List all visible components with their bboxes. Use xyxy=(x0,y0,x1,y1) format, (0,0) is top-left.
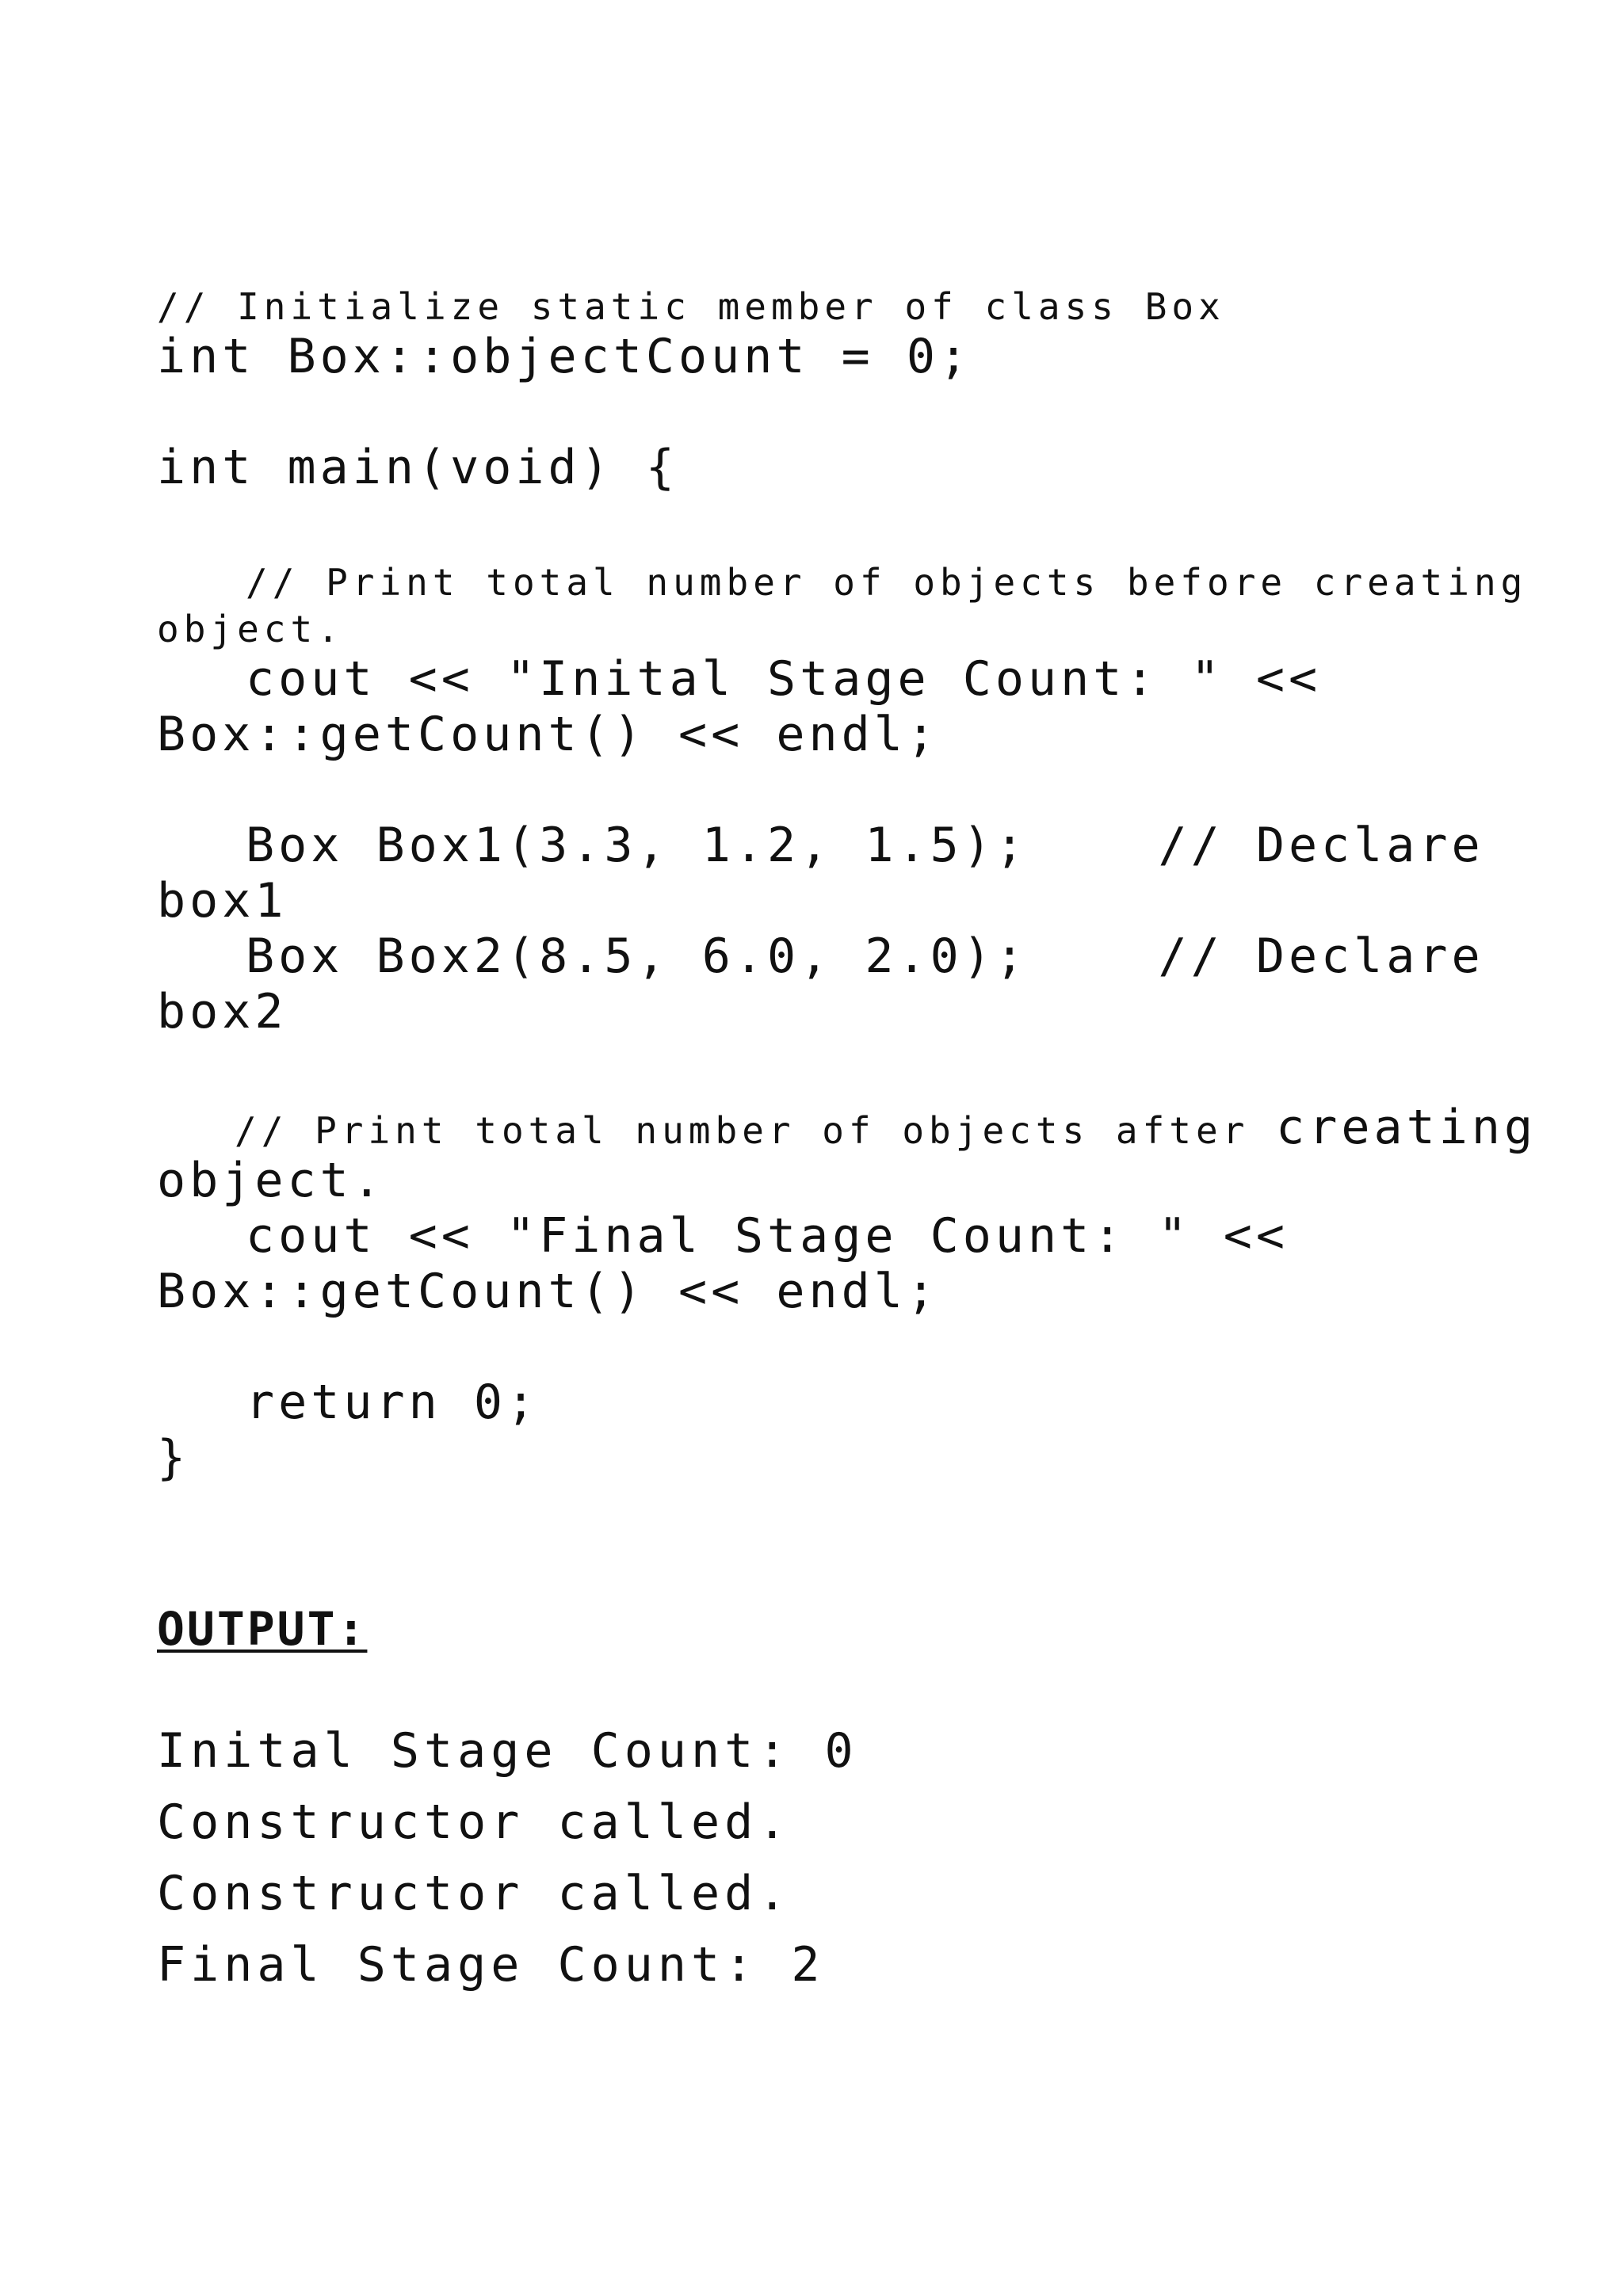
code-comment-after-word: creating xyxy=(1276,1100,1537,1155)
code-comment-after-wrap: object. xyxy=(157,1153,385,1208)
code-line-cout-final-wrap: Box::getCount() << endl; xyxy=(157,1264,939,1319)
code-line-cout-final: cout << "Final Stage Count: " << xyxy=(246,1208,1289,1264)
code-comment-before-wrap: object. xyxy=(157,608,344,650)
code-line-main: int main(void) { xyxy=(157,440,678,495)
output-line: Constructor called. xyxy=(157,1794,792,1850)
output-line: Inital Stage Count: 0 xyxy=(157,1723,858,1779)
code-line-cout-initial-wrap: Box::getCount() << endl; xyxy=(157,707,939,762)
code-line-return: return 0; xyxy=(246,1375,540,1430)
output-line: Constructor called. xyxy=(157,1866,792,1921)
output-heading: OUTPUT: xyxy=(157,1602,368,1656)
code-comment-init: // Initialize static member of class Box xyxy=(157,285,1225,328)
code-line-box2-wrap: box2 xyxy=(157,984,288,1039)
code-line-close-brace: } xyxy=(157,1430,190,1486)
document-page xyxy=(157,0,1568,2296)
output-line: Final Stage Count: 2 xyxy=(157,1937,825,1993)
code-line-cout-initial: cout << "Inital Stage Count: " << xyxy=(246,651,1322,707)
code-line-box1-wrap: box1 xyxy=(157,873,288,929)
code-line-box2: Box Box2(8.5, 6.0, 2.0); // Declare xyxy=(246,929,1484,984)
code-line-objectcount: int Box::objectCount = 0; xyxy=(157,329,972,384)
code-line-box1: Box Box1(3.3, 1.2, 1.5); // Declare xyxy=(246,818,1484,873)
code-comment-after xyxy=(235,1100,1537,1155)
code-comment-after-text: // Print total number of objects after xyxy=(235,1109,1277,1152)
code-comment-before: // Print total number of objects before creating xyxy=(246,561,1528,604)
